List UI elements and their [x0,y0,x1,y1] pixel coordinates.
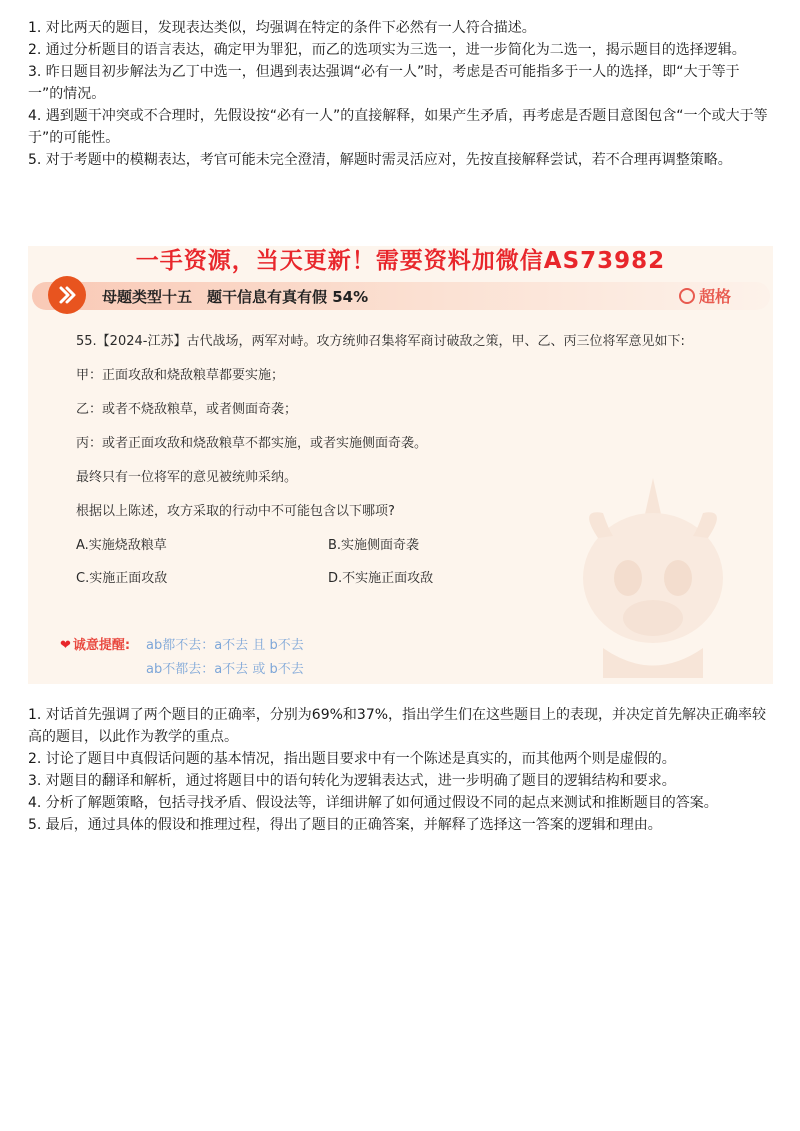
option-b[interactable]: B.实施侧面奇袭 [328,538,420,553]
summary-notes-bottom [28,704,773,836]
brand-icon [679,288,695,304]
question-prompt: 根据以上陈述，攻方采取的行动中不可能包含以下哪项? [76,504,395,519]
hint-label: ❤ 诚意提醒: [60,638,131,653]
note-item: 3. 昨日题目初步解法为乙丁中选一，但遇到表达强调“必有一人”时，考虑是否可能指多于一人的选择，即“大于等于一”的情况。 [28,64,740,102]
note-item: 4. 遇到题干冲突或不合理时，先假设按“必有一人”的直接解释，如果产生矛盾，再考虑是否题目意图包含“一个或大于等于”的可能性。 [28,108,768,146]
note-item: 1. 对比两天的题目，发现表达类似，均强调在特定的条件下必然有一人符合描述。 [28,20,536,36]
note-item: 3. 对题目的翻译和解析，通过将题目中的语句转化为逻辑表达式，进一步明确了题目的逻辑结构和要求。 [28,773,676,789]
promo-banner: 一手资源，当天更新！需要资料加微信AS73982 [135,248,666,274]
topic-title: 母题类型十五 题干信息有真有假 54% [102,288,369,306]
note-item: 4. 分析了解题策略，包括寻找矛盾、假设法等，详细讲解了如何通过假设不同的起点来测试和推断题目的答案。 [28,795,718,811]
statement-jia: 甲：正面攻敌和烧敌粮草都要实施； [76,368,285,383]
note-item: 5. 对于考题中的模糊表达，考官可能未完全澄清，解题时需灵活应对，先按直接解释尝试，若不合理再调整策略。 [28,152,732,168]
note-item: 5. 最后，通过具体的假设和推理过程，得出了题目的正确答案，并解释了选择这一答案的逻辑和理由。 [28,817,662,833]
hint-line: ab不都去：a不去 或 b不去 [146,662,304,677]
chevron-right-icon [48,276,86,314]
summary-notes-top [28,17,773,171]
option-d[interactable]: D.不实施正面攻敌 [328,571,434,586]
option-c[interactable]: C.实施正面攻敌 [76,571,168,586]
note-item: 2. 讨论了题目中真假话问题的基本情况，指出题目要求中有一个陈述是真实的，而其他两个则是虚假的。 [28,751,676,767]
question-stem: 55.【2024-江苏】古代战场，两军对峙。攻方统帅召集将军商讨破敌之策，甲、乙、丙三位将军意见如下: [76,334,685,349]
statement-yi: 乙：或者不烧敌粮草，或者侧面奇袭； [76,402,298,417]
brand-name: 超格 [698,287,731,306]
lesson-slide [28,246,773,684]
condition: 最终只有一位将军的意见被统帅采纳。 [76,470,298,485]
brand-logo [679,286,731,308]
note-item: 1. 对话首先强调了两个题目的正确率，分别为69%和37%，指出学生们在这些题目上的表现，并决定首先解决正确率较高的题目，以此作为教学的重点。 [28,707,767,745]
heart-icon: ❤ [60,638,71,653]
statement-bing: 丙：或者正面攻敌和烧敌粮草不都实施，或者实施侧面奇袭。 [76,436,428,451]
option-a[interactable]: A.实施烧敌粮草 [76,538,167,553]
unicorn-mascot-icon [568,468,738,678]
hint-line: ab都不去：a不去 且 b不去 [146,638,304,653]
note-item: 2. 通过分析题目的语言表达，确定甲为罪犯，而乙的选项实为三选一，进一步简化为二选一，揭示题目的选择逻辑。 [28,42,746,58]
